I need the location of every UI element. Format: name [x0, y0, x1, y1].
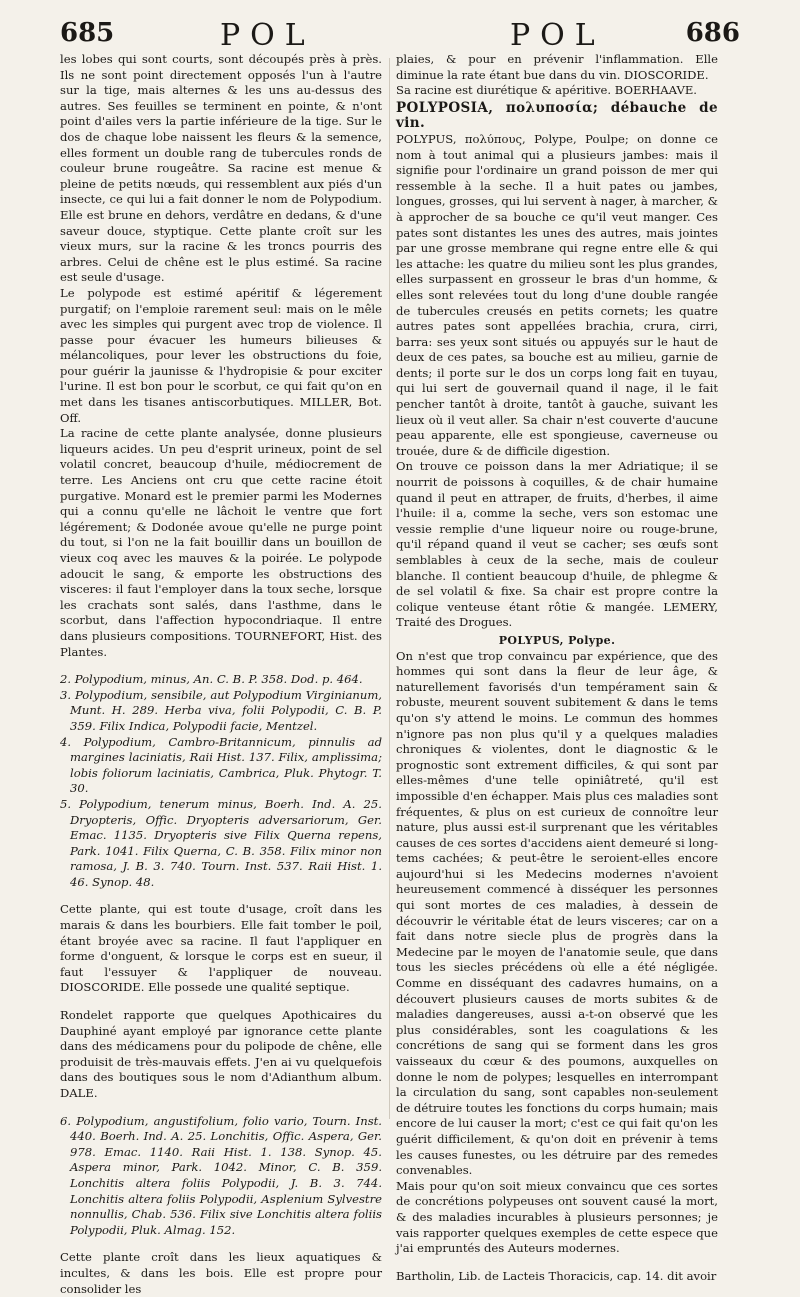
right-page-number: 686 [685, 18, 740, 48]
paragraph: les lobes qui sont courts, sont découpés près à près. Ils ne sont point directement opposés l'un à l'autre sur la tige, mais alternes & les uns au-dessus des autres. Ses feuilles se terminent en pointe, & n'ont point d'ailes vers la partie inférieure de la tige. Sur le dos de chaque lobe naissent les fleurs & la semence, elles forment un double rang de tubercules ronds de couleur brune rougeâtre. Sa racine est menue & pleine de petits nœuds, qui ressemblent aux piés d'un insecte, ce qui lui a fait donner le nom de Polypodium. Elle est brune en dehors, verdâtre en dedans, & d'une saveur douce, styptique. Cette plante croît sur les vieux murs, sur la racine & les troncs pourris des arbres. Celui de chêne est le plus estimé. Sa racine est seule d'usage. [60, 52, 382, 285]
synonym-entry: 2. Polypodium, minus, An. C. B. P. 358. Dod. p. 464. [60, 672, 363, 687]
left-running-title: POL [220, 18, 315, 53]
left-column [60, 52, 382, 1296]
synonym-entry: 6. Polypodium, angustifolium, folio vario, Tourn. Inst. 440. Boerh. Ind. A. 25. Lonchitis, Offic. Aspera, Ger. 978. Emac. 1140. Raii Hist. 1. 138. Synop. 45. Aspera minor, Park. 1042. Minor, C. B. 359. Lonchitis altera foliis Polypodii, J. B. 3. 744. Lonchitis altera foliis Polypodii, Asplenium Sylvestre nonnullis, Chab. 536. Filix sive Lonchitis altera foliis Polypodii, Pluk. Almag. 152. [60, 1113, 382, 1237]
paragraph: Le polypode est estimé apéritif & légerement purgatif; on l'emploie rarement seul: mais on le mêle avec les simples qui purgent avec trop de violence. Il passe pour évacuer les humeurs bilieuses & mélancoliques, pour lever les obstructions du foie, pour guérir la jaunisse & l'hydropisie & pour exciter l'urine. Il est bon pour le scorbut, ce qui fait qu'on en met dans les tisanes antiscorbutiques. MILLER, Bot. Off. [60, 285, 382, 425]
synonym-entry: 3. Polypodium, sensibile, aut Polypodium Virginianum, Munt. H. 289. Herba viva, folii Polypodii, C. B. P. 359. Filix Indica, Polypodii facie, Mentzel. [60, 687, 382, 733]
entry-headword-polypus: POLYPUS, Polype. [498, 633, 616, 647]
page-header [60, 18, 740, 54]
column-divider [389, 58, 390, 1119]
paragraph: On n'est que trop convaincu par expérience, que des hommes qui sont dans la fleur de leur âge, & naturellement favorisés d'un tempérament sain & robuste, meurent souvent subitement & dans le tems qu'on s'y attend le moins. Le commun des hommes n'ignore pas non plus qu'il y a quelques maladies chroniques & violentes, dont le diagnostic & le prognostic sont extrement difficiles, & qui sont par elles-mêmes d'une telle opiniâtreté, qu'il est impossible d'en échapper. Mais plus ces maladies sont fréquentes, & plus on est curieux de connoître leur nature, plus aussi est-il surprenant que les véritables causes de ces sortes d'accidens aient demeuré si long-tems cachées; & peut-être le seroient-elles encore aujourd'hui si les Medecins modernes n'avoient heureusement commencé à disséquer les personnes qui sont mortes de ces maladies, à dessein de découvrir le véritable état de leurs visceres; car on a fait dans notre siecle plus de progrès dans la Medecine par le moyen de l'anatomie seule, que dans tous les siecles précédens où elle a été négligée. Comme en disséquant des cadavres humains, on a découvert plusieurs causes de morts subites & de maladies dangereuses, aussi a-t-on observé que les plus considérables, sont les coagulations & les concrétions de sang qui se forment dans les gros vaisseaux du cœur & des poumons, auxquelles on donne le nom de polypes; lesquelles en interrompant la circulation du sang, sont capables non-seulement de détruire toutes les fonctions du corps humain; mais encore de lui causer la mort; c'est ce qui fait qu'on les guérit difficilement, & qu'on doit en prévenir à tems les causes funestes, ou les détruire par des remedes convenables. [396, 648, 718, 1178]
entry-polypus-definition: POLYPUS, πολύπους, Polype, Poulpe; on donne ce nom à tout animal qui a plusieurs jambes: mais il signifie pour l'ordinaire un grand poisson de mer qui ressemble à la seche. Il a huit pates ou jambes, longues, grosses, qui lui servent à nager, à marcher, & à approcher de sa bouche ce qu'il veut manger. Ces pates sont distantes les unes des autres, mais jointes par une grosse membrane qui regne entre elle & qui les attache: les quatre du milieu sont les plus grandes, elles surpassent en grosseur le bras d'un homme, & elles sont relevées tout du long d'une double rangée de tubercules creusés en petits cornets; les quatre autres pates sont appellées brachia, crura, cirri, barra: ses yeux sont situés ou appuyés sur le haut de deux de ces pates, sa bouche est au milieu, garnie de dents; il porte sur le dos un corps long fait en tuyau, qui lui sert de gouvernail quand il nage, il le fait pencher tantôt à droite, tantôt à gauche, suivant les lieux où il veut aller. Sa chair n'est couverte d'aucune peau apparente, elle est spongieuse, caverneuse ou trouée, dure & de difficile digestion. [396, 131, 718, 458]
paragraph: Rondelet rapporte que quelques Apothicaires du Dauphiné ayant employé par ignorance cette plante dans des médicamens pour du polipode de chêne, elle produisit de très-mauvais effets. J'en ai vu quelquefois dans des boutiques sous le nom d'Adianthum album. DALE. [60, 1008, 382, 1100]
paragraph: Cette plante croît dans les lieux aquatiques & incultes, & dans les bois. Elle est propre pour consolider les [60, 1250, 382, 1296]
entry-headword-polyposia: POLYPOSIA, πολυποσία; débauche de vin. [396, 99, 718, 132]
paragraph: Sa racine est diurétique & apéritive. BOERHAAVE. [396, 83, 697, 98]
paragraph: La racine de cette plante analysée, donne plusieurs liqueurs acides. Un peu d'esprit urineux, point de sel volatil concret, beaucoup d'huile, médiocrement de terre. Les Anciens ont cru que cette racine étoit purgative. Monard est le premier parmi les Modernes qui a connu qu'elle ne lâchoit le ventre que fort légérement; & Dodonée avoue qu'elle ne purge point du tout, si l'on ne la fait bouillir dans un bouillon de vieux coq avec les mauves & la poirée. Le polypode adoucit le sang, & emporte les obstructions des visceres: il faut l'employer dans la toux seche, lorsque les crachats sont salés, dans l'asthme, dans le scorbut, dans l'affection hypocondriaque. Il entre dans plusieurs compositions. TOURNEFORT, Hist. des Plantes. [60, 426, 382, 659]
paragraph: Cette plante, qui est toute d'usage, croît dans les marais & dans les bourbiers. Elle fait tomber le poil, étant broyée avec sa racine. Il faut l'appliquer en forme d'onguent, & lorsque le corps est en sueur, il faut l'essuyer & l'appliquer de nouveau. DIOSCORIDE. Elle possede une qualité septique. [60, 902, 382, 995]
paragraph: Bartholin, Lib. de Lacteis Thoracicis, cap. 14. dit avoir [396, 1268, 717, 1283]
paragraph: Mais pour qu'on soit mieux convaincu que ces sortes de concrétions polypeuses ont souvent causé la mort, & des maladies incurables à plusieurs personnes; je vais rapporter quelques exemples de cette espece que j'ai empruntés des Auteurs modernes. [396, 1178, 718, 1256]
left-page-number: 685 [60, 18, 115, 48]
paragraph: On trouve ce poisson dans la mer Adriatique; il se nourrit de poissons à coquilles, & de chair humaine quand il peut en attraper, de fruits, d'herbes, il aime l'huile: il a, comme la seche, vers son estomac une vessie remplie d'une liqueur noire ou rouge-brune, qu'il répand quand il veut se cacher; ses œufs sont semblables à ceux de la seche, mais de couleur blanche. Il contient beaucoup d'huile, de phlegme & de sel volatil & fixe. Sa chair est propre contre la colique venteuse étant rôtie & mangée. LEMERY, Traité des Drogues. [396, 459, 718, 630]
synonym-entry: 4. Polypodium, Cambro-Britannicum, pinnulis ad margines laciniatis, Raii Hist. 137. Filix, amplissima; lobis foliorum laciniatis, Cambrica, Pluk. Phytogr. T. 30. [60, 734, 382, 796]
right-column [396, 52, 718, 1283]
synonym-entry: 5. Polypodium, tenerum minus, Boerh. Ind. A. 25. Dryopteris, Offic. Dryopteris adversariorum, Ger. Emac. 1135. Dryopteris sive Filix Querna repens, Park. 1041. Filix Querna, C. B. 358. Filix minor non ramosa, J. B. 3. 740. Tourn. Inst. 537. Raii Hist. 1. 46. Synop. 48. [60, 796, 382, 889]
right-running-title: POL [510, 18, 605, 53]
paragraph: plaies, & pour en prévenir l'inflammation. Elle diminue la rate étant bue dans du vin. DIOSCORIDE. [396, 52, 718, 82]
